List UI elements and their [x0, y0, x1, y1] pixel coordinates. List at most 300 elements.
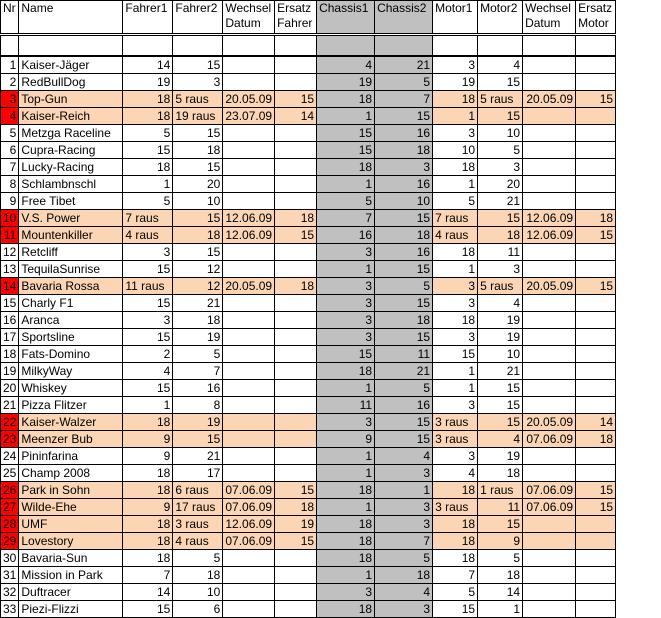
cell-fahrer1[interactable]: 15	[123, 142, 173, 159]
cell-ersatz-fahrer[interactable]: 15	[275, 227, 317, 244]
cell-chassis1[interactable]: 5	[317, 193, 375, 210]
cell-wechsel-datum[interactable]	[223, 56, 275, 74]
cell-chassis2[interactable]: 4	[375, 584, 433, 601]
empty-cell[interactable]	[1, 35, 19, 57]
cell-fahrer2[interactable]: 15	[173, 125, 223, 142]
cell-ersatz-motor[interactable]	[576, 601, 616, 618]
cell-fahrer2[interactable]: 10	[173, 193, 223, 210]
cell-motor1[interactable]: 3	[433, 125, 478, 142]
cell-motor1[interactable]: 4	[433, 465, 478, 482]
header-wechsel-datum[interactable]: Wechsel Datum	[223, 1, 275, 35]
cell-wechsel-datum-motor[interactable]	[523, 465, 576, 482]
cell-wechsel-datum-motor[interactable]	[523, 142, 576, 159]
cell-chassis1[interactable]: 15	[317, 125, 375, 142]
cell-ersatz-motor[interactable]	[576, 244, 616, 261]
cell-wechsel-datum[interactable]	[223, 142, 275, 159]
cell-name[interactable]: Free Tibet	[19, 193, 123, 210]
cell-ersatz-fahrer[interactable]	[275, 56, 317, 74]
cell-name[interactable]: RedBullDog	[19, 74, 123, 91]
cell-fahrer2[interactable]: 17	[173, 465, 223, 482]
cell-ersatz-motor[interactable]	[576, 516, 616, 533]
cell-motor1[interactable]: 3 raus	[433, 431, 478, 448]
cell-motor2[interactable]: 15	[478, 210, 523, 227]
cell-nr[interactable]: 27	[1, 499, 19, 516]
cell-wechsel-datum-motor[interactable]	[523, 346, 576, 363]
cell-fahrer2[interactable]: 18	[173, 142, 223, 159]
header-fahrer1[interactable]: Fahrer1	[123, 1, 173, 35]
cell-ersatz-motor[interactable]: 15	[576, 227, 616, 244]
cell-chassis1[interactable]: 3	[317, 244, 375, 261]
empty-cell[interactable]	[223, 35, 275, 57]
cell-ersatz-fahrer[interactable]	[275, 312, 317, 329]
cell-nr[interactable]: 19	[1, 363, 19, 380]
cell-fahrer2[interactable]: 19	[173, 329, 223, 346]
cell-wechsel-datum-motor[interactable]	[523, 601, 576, 618]
cell-wechsel-datum-motor[interactable]	[523, 295, 576, 312]
cell-chassis1[interactable]: 4	[317, 56, 375, 74]
cell-motor1[interactable]: 5	[433, 584, 478, 601]
cell-ersatz-fahrer[interactable]	[275, 567, 317, 584]
cell-fahrer1[interactable]: 19	[123, 74, 173, 91]
cell-fahrer1[interactable]: 15	[123, 601, 173, 618]
cell-nr[interactable]: 12	[1, 244, 19, 261]
empty-cell[interactable]	[173, 35, 223, 57]
cell-fahrer1[interactable]: 9	[123, 448, 173, 465]
cell-wechsel-datum-motor[interactable]	[523, 108, 576, 125]
cell-chassis1[interactable]: 15	[317, 142, 375, 159]
cell-name[interactable]: Bavaria-Sun	[19, 550, 123, 567]
cell-motor2[interactable]: 1	[478, 601, 523, 618]
cell-chassis1[interactable]: 1	[317, 380, 375, 397]
empty-cell[interactable]	[275, 35, 317, 57]
cell-fahrer2[interactable]: 19 raus	[173, 108, 223, 125]
cell-fahrer2[interactable]: 8	[173, 397, 223, 414]
cell-chassis2[interactable]: 3	[375, 159, 433, 176]
cell-fahrer2[interactable]: 3	[173, 74, 223, 91]
cell-motor1[interactable]: 18	[433, 312, 478, 329]
cell-ersatz-motor[interactable]: 14	[576, 414, 616, 431]
cell-ersatz-fahrer[interactable]	[275, 431, 317, 448]
cell-wechsel-datum-motor[interactable]: 07.06.09	[523, 482, 576, 499]
cell-fahrer1[interactable]: 14	[123, 584, 173, 601]
cell-chassis2[interactable]: 18	[375, 312, 433, 329]
cell-fahrer1[interactable]: 7 raus	[123, 210, 173, 227]
cell-ersatz-motor[interactable]	[576, 261, 616, 278]
cell-name[interactable]: Sportsline	[19, 329, 123, 346]
cell-ersatz-motor[interactable]: 15	[576, 482, 616, 499]
cell-ersatz-fahrer[interactable]: 18	[275, 278, 317, 295]
cell-name[interactable]: Whiskey	[19, 380, 123, 397]
cell-motor2[interactable]: 4	[478, 56, 523, 74]
empty-cell[interactable]	[433, 35, 478, 57]
cell-chassis2[interactable]: 11	[375, 346, 433, 363]
cell-ersatz-motor[interactable]: 15	[576, 499, 616, 516]
cell-chassis1[interactable]: 1	[317, 465, 375, 482]
cell-motor2[interactable]: 11	[478, 499, 523, 516]
cell-nr[interactable]: 23	[1, 431, 19, 448]
cell-ersatz-fahrer[interactable]	[275, 142, 317, 159]
cell-motor2[interactable]: 1 raus	[478, 482, 523, 499]
empty-cell[interactable]	[375, 35, 433, 57]
cell-nr[interactable]: 29	[1, 533, 19, 550]
cell-wechsel-datum-motor[interactable]	[523, 380, 576, 397]
cell-ersatz-motor[interactable]	[576, 176, 616, 193]
cell-fahrer2[interactable]: 19	[173, 414, 223, 431]
cell-chassis1[interactable]: 3	[317, 295, 375, 312]
cell-chassis2[interactable]: 5	[375, 380, 433, 397]
cell-wechsel-datum-motor[interactable]	[523, 176, 576, 193]
cell-ersatz-fahrer[interactable]: 18	[275, 499, 317, 516]
cell-fahrer2[interactable]: 15	[173, 431, 223, 448]
cell-ersatz-fahrer[interactable]: 18	[275, 210, 317, 227]
cell-wechsel-datum[interactable]	[223, 159, 275, 176]
cell-fahrer1[interactable]: 18	[123, 108, 173, 125]
cell-motor2[interactable]: 18	[478, 567, 523, 584]
cell-fahrer1[interactable]: 18	[123, 533, 173, 550]
cell-wechsel-datum[interactable]	[223, 397, 275, 414]
cell-chassis1[interactable]: 1	[317, 176, 375, 193]
cell-ersatz-fahrer[interactable]: 14	[275, 108, 317, 125]
cell-motor1[interactable]: 5	[433, 193, 478, 210]
cell-wechsel-datum-motor[interactable]	[523, 261, 576, 278]
cell-chassis2[interactable]: 5	[375, 74, 433, 91]
cell-wechsel-datum[interactable]	[223, 295, 275, 312]
cell-chassis2[interactable]: 5	[375, 278, 433, 295]
cell-fahrer1[interactable]: 5	[123, 193, 173, 210]
cell-wechsel-datum[interactable]	[223, 261, 275, 278]
empty-cell[interactable]	[576, 35, 616, 57]
cell-motor1[interactable]: 19	[433, 74, 478, 91]
cell-chassis1[interactable]: 7	[317, 210, 375, 227]
cell-fahrer1[interactable]: 2	[123, 346, 173, 363]
header-motor2[interactable]: Motor2	[478, 1, 523, 35]
cell-fahrer2[interactable]: 6 raus	[173, 482, 223, 499]
cell-ersatz-motor[interactable]: 15	[576, 91, 616, 108]
cell-wechsel-datum-motor[interactable]	[523, 567, 576, 584]
cell-fahrer2[interactable]: 4 raus	[173, 533, 223, 550]
cell-fahrer2[interactable]: 17 raus	[173, 499, 223, 516]
cell-chassis2[interactable]: 18	[375, 567, 433, 584]
cell-wechsel-datum[interactable]	[223, 431, 275, 448]
cell-motor2[interactable]: 19	[478, 329, 523, 346]
cell-motor1[interactable]: 18	[433, 482, 478, 499]
cell-motor1[interactable]: 18	[433, 533, 478, 550]
cell-name[interactable]: Bavaria Rossa	[19, 278, 123, 295]
cell-name[interactable]: Charly F1	[19, 295, 123, 312]
cell-ersatz-fahrer[interactable]: 19	[275, 516, 317, 533]
cell-chassis1[interactable]: 18	[317, 159, 375, 176]
cell-wechsel-datum-motor[interactable]	[523, 193, 576, 210]
cell-nr[interactable]: 30	[1, 550, 19, 567]
cell-ersatz-motor[interactable]	[576, 567, 616, 584]
cell-name[interactable]: Kaiser-Jäger	[19, 56, 123, 74]
cell-ersatz-motor[interactable]: 18	[576, 431, 616, 448]
cell-nr[interactable]: 16	[1, 312, 19, 329]
cell-motor2[interactable]: 5	[478, 550, 523, 567]
cell-wechsel-datum[interactable]: 07.06.09	[223, 533, 275, 550]
cell-name[interactable]: Metzga Raceline	[19, 125, 123, 142]
cell-ersatz-motor[interactable]	[576, 159, 616, 176]
cell-ersatz-fahrer[interactable]	[275, 550, 317, 567]
cell-fahrer1[interactable]: 18	[123, 550, 173, 567]
cell-motor2[interactable]: 10	[478, 125, 523, 142]
header-ersatz-motor[interactable]: Ersatz Motor	[576, 1, 616, 35]
cell-ersatz-fahrer[interactable]	[275, 261, 317, 278]
cell-name[interactable]: TequilaSunrise	[19, 261, 123, 278]
cell-ersatz-motor[interactable]	[576, 448, 616, 465]
cell-nr[interactable]: 33	[1, 601, 19, 618]
cell-chassis1[interactable]: 18	[317, 533, 375, 550]
header-wechsel-datum-motor[interactable]: Wechsel Datum	[523, 1, 576, 35]
cell-motor1[interactable]: 3	[433, 397, 478, 414]
cell-chassis2[interactable]: 3	[375, 516, 433, 533]
cell-fahrer2[interactable]: 15	[173, 159, 223, 176]
cell-motor1[interactable]: 4 raus	[433, 227, 478, 244]
header-fahrer2[interactable]: Fahrer2	[173, 1, 223, 35]
cell-name[interactable]: Fats-Domino	[19, 346, 123, 363]
cell-motor1[interactable]: 1	[433, 261, 478, 278]
cell-fahrer1[interactable]: 3	[123, 244, 173, 261]
cell-fahrer1[interactable]: 1	[123, 176, 173, 193]
cell-wechsel-datum-motor[interactable]	[523, 125, 576, 142]
cell-name[interactable]: Top-Gun	[19, 91, 123, 108]
cell-motor1[interactable]: 3 raus	[433, 414, 478, 431]
cell-chassis2[interactable]: 15	[375, 108, 433, 125]
cell-fahrer1[interactable]: 15	[123, 329, 173, 346]
cell-nr[interactable]: 10	[1, 210, 19, 227]
cell-wechsel-datum[interactable]	[223, 244, 275, 261]
cell-wechsel-datum[interactable]	[223, 193, 275, 210]
cell-wechsel-datum[interactable]: 12.06.09	[223, 210, 275, 227]
cell-nr[interactable]: 32	[1, 584, 19, 601]
cell-fahrer2[interactable]: 15	[173, 210, 223, 227]
cell-wechsel-datum-motor[interactable]	[523, 397, 576, 414]
cell-fahrer2[interactable]: 3 raus	[173, 516, 223, 533]
cell-wechsel-datum-motor[interactable]	[523, 516, 576, 533]
cell-nr[interactable]: 28	[1, 516, 19, 533]
cell-ersatz-fahrer[interactable]	[275, 193, 317, 210]
cell-ersatz-fahrer[interactable]	[275, 397, 317, 414]
cell-wechsel-datum[interactable]	[223, 346, 275, 363]
cell-nr[interactable]: 3	[1, 91, 19, 108]
cell-name[interactable]: MilkyWay	[19, 363, 123, 380]
cell-chassis1[interactable]: 3	[317, 312, 375, 329]
cell-wechsel-datum[interactable]	[223, 414, 275, 431]
cell-wechsel-datum[interactable]	[223, 448, 275, 465]
cell-wechsel-datum-motor[interactable]	[523, 329, 576, 346]
cell-motor1[interactable]: 18	[433, 516, 478, 533]
cell-fahrer1[interactable]: 15	[123, 295, 173, 312]
cell-ersatz-fahrer[interactable]	[275, 414, 317, 431]
cell-fahrer1[interactable]: 15	[123, 380, 173, 397]
cell-wechsel-datum[interactable]	[223, 465, 275, 482]
empty-cell[interactable]	[317, 35, 375, 57]
cell-fahrer2[interactable]: 12	[173, 278, 223, 295]
cell-wechsel-datum-motor[interactable]: 20.05.09	[523, 278, 576, 295]
cell-name[interactable]: Pizza Flitzer	[19, 397, 123, 414]
cell-nr[interactable]: 31	[1, 567, 19, 584]
cell-fahrer1[interactable]: 15	[123, 261, 173, 278]
cell-name[interactable]: Aranca	[19, 312, 123, 329]
cell-nr[interactable]: 22	[1, 414, 19, 431]
cell-name[interactable]: UMF	[19, 516, 123, 533]
cell-fahrer1[interactable]: 3	[123, 312, 173, 329]
cell-chassis1[interactable]: 16	[317, 227, 375, 244]
cell-nr[interactable]: 9	[1, 193, 19, 210]
cell-nr[interactable]: 8	[1, 176, 19, 193]
cell-nr[interactable]: 24	[1, 448, 19, 465]
cell-motor2[interactable]: 15	[478, 516, 523, 533]
cell-ersatz-motor[interactable]	[576, 380, 616, 397]
cell-chassis1[interactable]: 18	[317, 601, 375, 618]
cell-chassis1[interactable]: 3	[317, 414, 375, 431]
cell-nr[interactable]: 5	[1, 125, 19, 142]
cell-chassis2[interactable]: 21	[375, 363, 433, 380]
cell-wechsel-datum-motor[interactable]	[523, 312, 576, 329]
cell-fahrer2[interactable]: 18	[173, 227, 223, 244]
cell-ersatz-motor[interactable]	[576, 108, 616, 125]
cell-nr[interactable]: 1	[1, 56, 19, 74]
cell-fahrer1[interactable]: 11 raus	[123, 278, 173, 295]
cell-motor1[interactable]: 3	[433, 329, 478, 346]
cell-ersatz-motor[interactable]	[576, 584, 616, 601]
cell-motor2[interactable]: 10	[478, 346, 523, 363]
cell-wechsel-datum-motor[interactable]: 07.06.09	[523, 499, 576, 516]
header-ersatz-fahrer[interactable]: Ersatz Fahrer	[275, 1, 317, 35]
cell-motor2[interactable]: 15	[478, 108, 523, 125]
cell-motor1[interactable]: 1	[433, 108, 478, 125]
cell-motor1[interactable]: 1	[433, 176, 478, 193]
cell-ersatz-motor[interactable]	[576, 125, 616, 142]
cell-ersatz-fahrer[interactable]	[275, 295, 317, 312]
cell-chassis1[interactable]: 18	[317, 91, 375, 108]
cell-chassis1[interactable]: 18	[317, 516, 375, 533]
cell-motor2[interactable]: 9	[478, 533, 523, 550]
cell-chassis1[interactable]: 1	[317, 448, 375, 465]
cell-chassis2[interactable]: 15	[375, 431, 433, 448]
cell-wechsel-datum-motor[interactable]: 12.06.09	[523, 227, 576, 244]
cell-chassis2[interactable]: 15	[375, 295, 433, 312]
cell-name[interactable]: Park in Sohn	[19, 482, 123, 499]
cell-chassis2[interactable]: 15	[375, 261, 433, 278]
cell-wechsel-datum[interactable]: 12.06.09	[223, 516, 275, 533]
cell-nr[interactable]: 13	[1, 261, 19, 278]
cell-chassis2[interactable]: 18	[375, 227, 433, 244]
cell-chassis2[interactable]: 7	[375, 533, 433, 550]
cell-chassis2[interactable]: 15	[375, 210, 433, 227]
cell-chassis1[interactable]: 1	[317, 261, 375, 278]
cell-fahrer2[interactable]: 15	[173, 56, 223, 74]
cell-name[interactable]: Champ 2008	[19, 465, 123, 482]
cell-ersatz-motor[interactable]	[576, 74, 616, 91]
cell-fahrer1[interactable]: 1	[123, 397, 173, 414]
cell-ersatz-fahrer[interactable]	[275, 601, 317, 618]
cell-chassis2[interactable]: 1	[375, 482, 433, 499]
cell-motor2[interactable]: 3	[478, 159, 523, 176]
cell-ersatz-fahrer[interactable]	[275, 329, 317, 346]
cell-wechsel-datum[interactable]: 20.05.09	[223, 278, 275, 295]
cell-motor1[interactable]: 15	[433, 601, 478, 618]
cell-name[interactable]: Mission in Park	[19, 567, 123, 584]
cell-ersatz-motor[interactable]	[576, 550, 616, 567]
header-chassis2[interactable]: Chassis2	[375, 1, 433, 35]
cell-ersatz-motor[interactable]	[576, 533, 616, 550]
cell-motor1[interactable]: 7 raus	[433, 210, 478, 227]
cell-motor2[interactable]: 15	[478, 380, 523, 397]
cell-chassis1[interactable]: 15	[317, 346, 375, 363]
header-motor1[interactable]: Motor1	[433, 1, 478, 35]
cell-ersatz-motor[interactable]	[576, 142, 616, 159]
cell-fahrer2[interactable]: 20	[173, 176, 223, 193]
cell-fahrer1[interactable]: 9	[123, 431, 173, 448]
cell-nr[interactable]: 17	[1, 329, 19, 346]
cell-wechsel-datum-motor[interactable]	[523, 550, 576, 567]
cell-motor1[interactable]: 3	[433, 295, 478, 312]
cell-wechsel-datum[interactable]	[223, 74, 275, 91]
cell-ersatz-motor[interactable]: 15	[576, 278, 616, 295]
cell-motor1[interactable]: 18	[433, 159, 478, 176]
cell-chassis2[interactable]: 7	[375, 91, 433, 108]
cell-name[interactable]: Wilde-Ehe	[19, 499, 123, 516]
cell-fahrer2[interactable]: 10	[173, 584, 223, 601]
cell-motor1[interactable]: 15	[433, 346, 478, 363]
cell-motor2[interactable]: 3	[478, 261, 523, 278]
cell-wechsel-datum[interactable]: 07.06.09	[223, 482, 275, 499]
cell-wechsel-datum-motor[interactable]	[523, 363, 576, 380]
cell-chassis2[interactable]: 5	[375, 550, 433, 567]
cell-wechsel-datum[interactable]	[223, 329, 275, 346]
cell-nr[interactable]: 18	[1, 346, 19, 363]
cell-ersatz-motor[interactable]	[576, 193, 616, 210]
cell-name[interactable]: Kaiser-Reich	[19, 108, 123, 125]
cell-chassis1[interactable]: 3	[317, 584, 375, 601]
cell-ersatz-fahrer[interactable]	[275, 244, 317, 261]
cell-motor1[interactable]: 7	[433, 567, 478, 584]
cell-fahrer1[interactable]: 7	[123, 567, 173, 584]
cell-chassis2[interactable]: 4	[375, 448, 433, 465]
cell-fahrer2[interactable]: 5	[173, 346, 223, 363]
cell-fahrer1[interactable]: 18	[123, 465, 173, 482]
cell-motor2[interactable]: 5 raus	[478, 278, 523, 295]
cell-ersatz-fahrer[interactable]: 15	[275, 533, 317, 550]
cell-chassis1[interactable]: 11	[317, 397, 375, 414]
cell-motor2[interactable]: 21	[478, 193, 523, 210]
cell-wechsel-datum[interactable]	[223, 567, 275, 584]
cell-wechsel-datum[interactable]	[223, 125, 275, 142]
cell-chassis2[interactable]: 16	[375, 176, 433, 193]
empty-cell[interactable]	[478, 35, 523, 57]
cell-wechsel-datum-motor[interactable]	[523, 74, 576, 91]
cell-wechsel-datum[interactable]: 07.06.09	[223, 499, 275, 516]
cell-wechsel-datum[interactable]	[223, 312, 275, 329]
header-chassis1[interactable]: Chassis1	[317, 1, 375, 35]
cell-nr[interactable]: 15	[1, 295, 19, 312]
cell-name[interactable]: Kaiser-Walzer	[19, 414, 123, 431]
cell-chassis2[interactable]: 15	[375, 414, 433, 431]
cell-fahrer1[interactable]: 14	[123, 56, 173, 74]
cell-motor2[interactable]: 19	[478, 312, 523, 329]
cell-chassis2[interactable]: 3	[375, 465, 433, 482]
cell-ersatz-motor[interactable]: 18	[576, 210, 616, 227]
cell-motor1[interactable]: 3	[433, 56, 478, 74]
cell-wechsel-datum-motor[interactable]	[523, 448, 576, 465]
cell-wechsel-datum[interactable]: 20.05.09	[223, 91, 275, 108]
cell-chassis2[interactable]: 16	[375, 125, 433, 142]
cell-fahrer2[interactable]: 16	[173, 380, 223, 397]
cell-motor2[interactable]: 18	[478, 465, 523, 482]
cell-motor2[interactable]: 11	[478, 244, 523, 261]
cell-ersatz-fahrer[interactable]	[275, 380, 317, 397]
